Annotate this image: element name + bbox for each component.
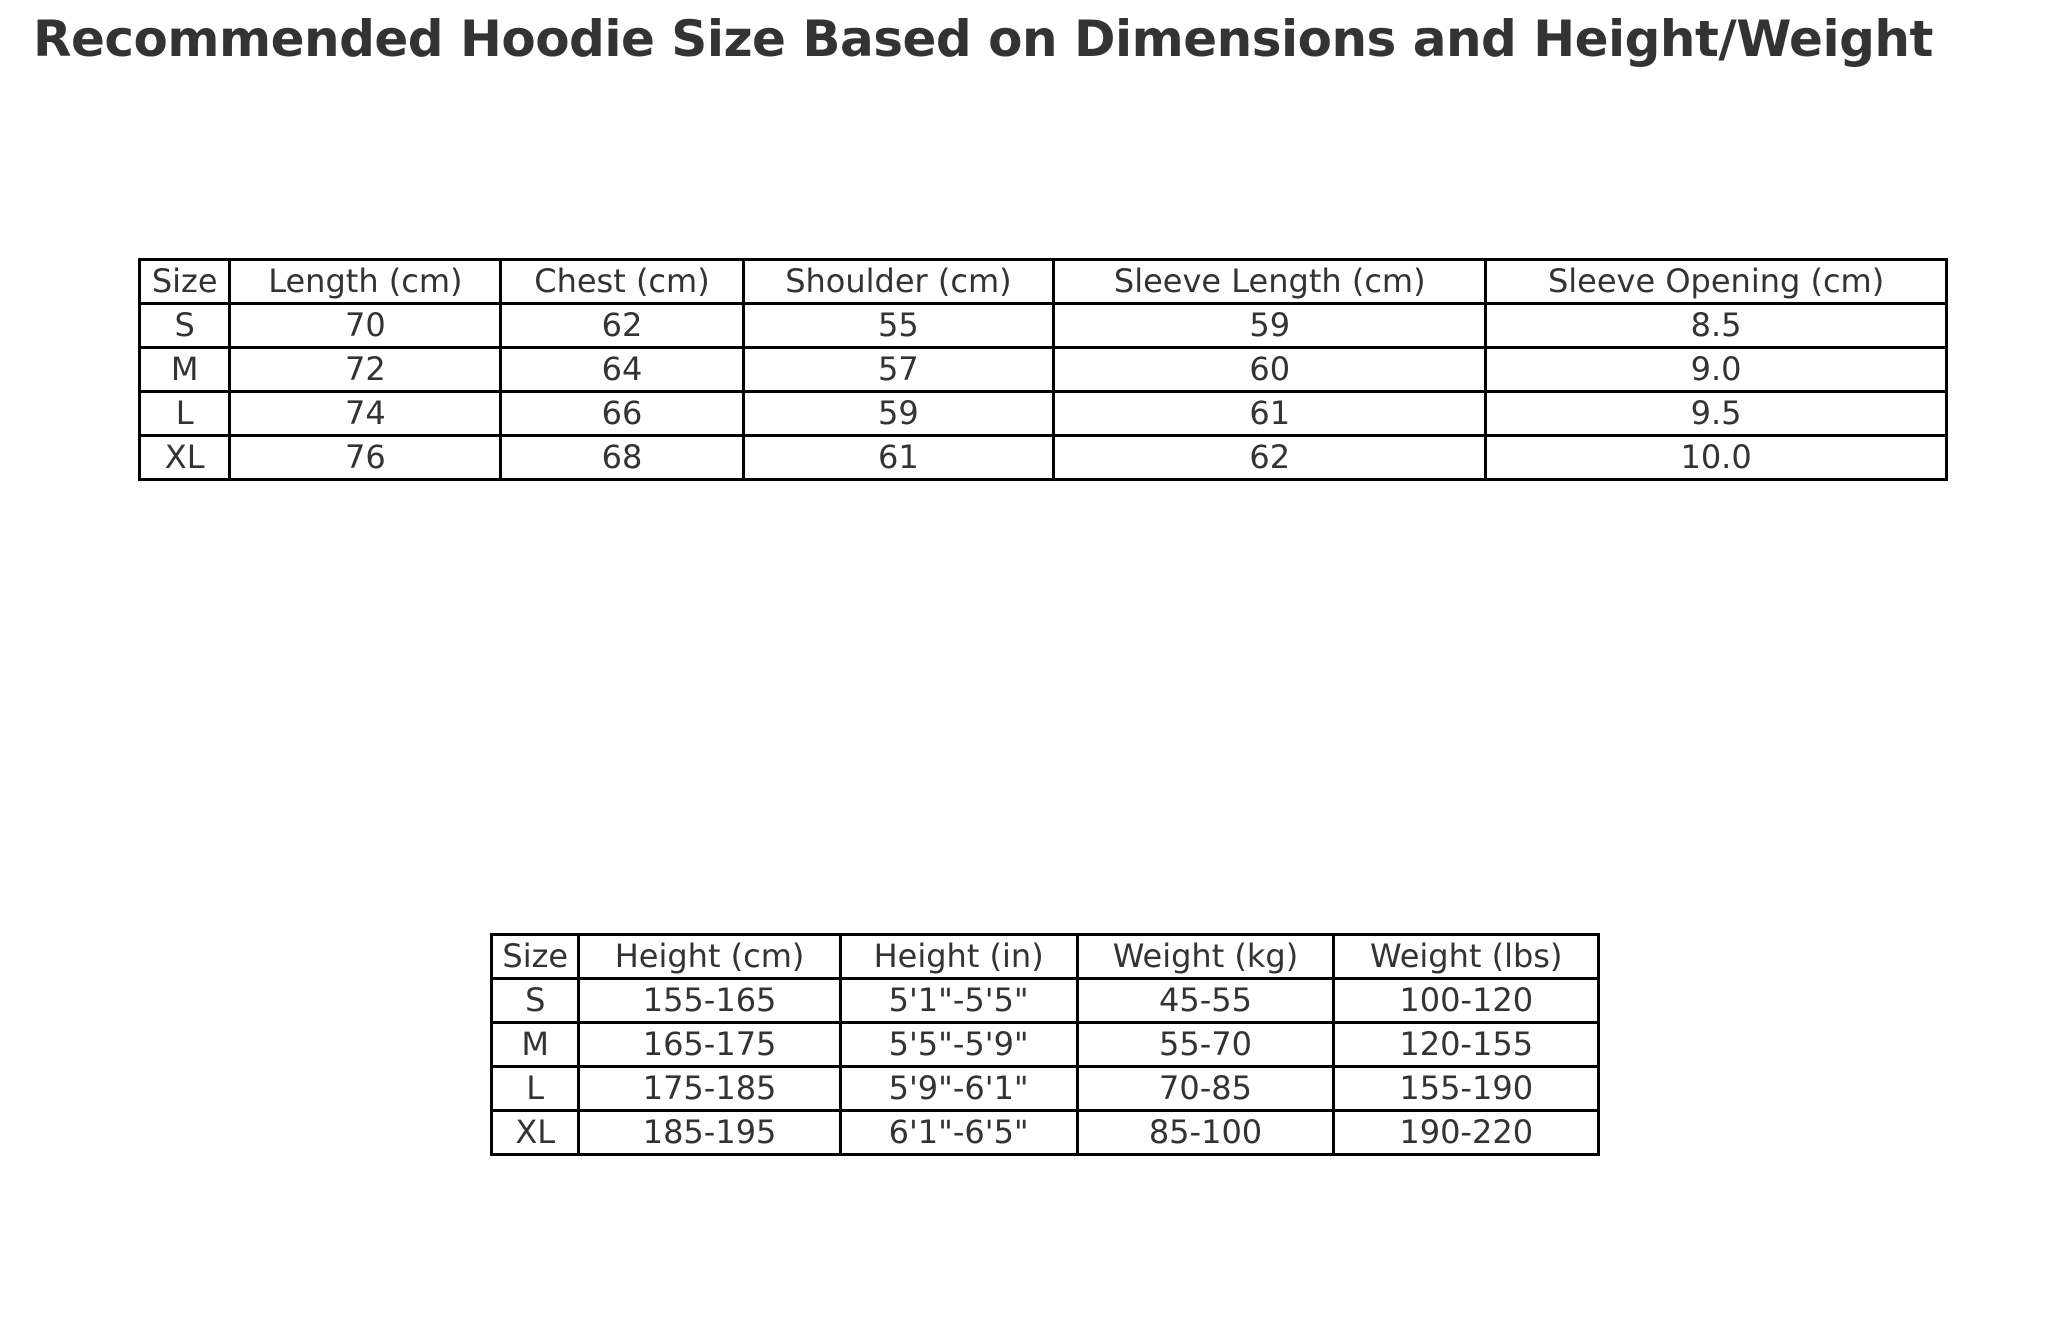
column-header: Size bbox=[492, 935, 579, 979]
column-header: Sleeve Length (cm) bbox=[1054, 260, 1486, 304]
column-header: Weight (lbs) bbox=[1334, 935, 1599, 979]
column-header: Size bbox=[140, 260, 230, 304]
table-cell: 66 bbox=[501, 392, 743, 436]
table-row bbox=[140, 392, 1947, 436]
table-cell: 60 bbox=[1054, 348, 1486, 392]
table-row bbox=[492, 1023, 1599, 1067]
table-cell: 59 bbox=[743, 392, 1054, 436]
table-cell: 5'9"-6'1" bbox=[840, 1067, 1077, 1111]
table-cell: 76 bbox=[230, 436, 501, 480]
table-cell: 185-195 bbox=[579, 1111, 840, 1155]
height-weight-table-head bbox=[492, 935, 1599, 979]
table-cell: 62 bbox=[501, 304, 743, 348]
table-cell: 8.5 bbox=[1486, 304, 1947, 348]
table-row bbox=[492, 1111, 1599, 1155]
table-cell: L bbox=[492, 1067, 579, 1111]
table-cell: 10.0 bbox=[1486, 436, 1947, 480]
hoodie-dimensions-table-body bbox=[140, 304, 1947, 480]
table-cell: 5'1"-5'5" bbox=[840, 979, 1077, 1023]
table-row bbox=[140, 348, 1947, 392]
table-cell: L bbox=[140, 392, 230, 436]
column-header: Length (cm) bbox=[230, 260, 501, 304]
column-header: Height (cm) bbox=[579, 935, 840, 979]
table-cell: 68 bbox=[501, 436, 743, 480]
table-cell: 55 bbox=[743, 304, 1054, 348]
table-cell: 61 bbox=[1054, 392, 1486, 436]
table-cell: 64 bbox=[501, 348, 743, 392]
table-row bbox=[492, 979, 1599, 1023]
table-cell: 62 bbox=[1054, 436, 1486, 480]
table-cell: 72 bbox=[230, 348, 501, 392]
table-cell: 74 bbox=[230, 392, 501, 436]
table-cell: 55-70 bbox=[1077, 1023, 1334, 1067]
table-cell: M bbox=[140, 348, 230, 392]
table-cell: 175-185 bbox=[579, 1067, 840, 1111]
height-weight-table bbox=[490, 933, 1600, 1156]
table-cell: S bbox=[492, 979, 579, 1023]
table-cell: XL bbox=[492, 1111, 579, 1155]
table-cell: 155-190 bbox=[1334, 1067, 1599, 1111]
header-row bbox=[140, 260, 1947, 304]
table-cell: S bbox=[140, 304, 230, 348]
table-cell: 190-220 bbox=[1334, 1111, 1599, 1155]
figure-title: Recommended Hoodie Size Based on Dimensions and Height/Weight bbox=[33, 10, 1933, 68]
table-cell: 57 bbox=[743, 348, 1054, 392]
table-row bbox=[492, 1067, 1599, 1111]
hoodie-dimensions-table-head bbox=[140, 260, 1947, 304]
table-cell: 59 bbox=[1054, 304, 1486, 348]
header-row bbox=[492, 935, 1599, 979]
table-cell: 9.0 bbox=[1486, 348, 1947, 392]
height-weight-table-body bbox=[492, 979, 1599, 1155]
table-cell: 70-85 bbox=[1077, 1067, 1334, 1111]
column-header: Sleeve Opening (cm) bbox=[1486, 260, 1947, 304]
table-cell: 5'5"-5'9" bbox=[840, 1023, 1077, 1067]
table-cell: XL bbox=[140, 436, 230, 480]
table-cell: 165-175 bbox=[579, 1023, 840, 1067]
table-row bbox=[140, 304, 1947, 348]
column-header: Height (in) bbox=[840, 935, 1077, 979]
table-cell: M bbox=[492, 1023, 579, 1067]
table-row bbox=[140, 436, 1947, 480]
table-cell: 85-100 bbox=[1077, 1111, 1334, 1155]
table-cell: 61 bbox=[743, 436, 1054, 480]
hoodie-dimensions-table bbox=[138, 258, 1948, 481]
table-cell: 120-155 bbox=[1334, 1023, 1599, 1067]
table-cell: 100-120 bbox=[1334, 979, 1599, 1023]
column-header: Weight (kg) bbox=[1077, 935, 1334, 979]
column-header: Chest (cm) bbox=[501, 260, 743, 304]
table-cell: 155-165 bbox=[579, 979, 840, 1023]
table-cell: 70 bbox=[230, 304, 501, 348]
table-cell: 9.5 bbox=[1486, 392, 1947, 436]
table-cell: 6'1"-6'5" bbox=[840, 1111, 1077, 1155]
column-header: Shoulder (cm) bbox=[743, 260, 1054, 304]
table-cell: 45-55 bbox=[1077, 979, 1334, 1023]
